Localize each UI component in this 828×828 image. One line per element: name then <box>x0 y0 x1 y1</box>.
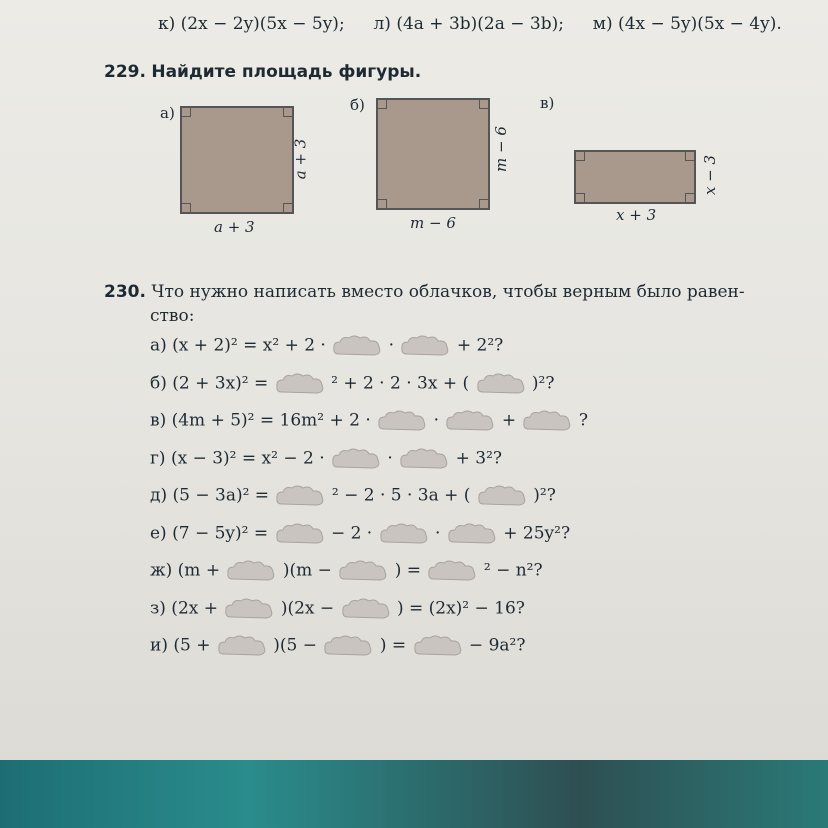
item-k: к) (2x − 2y)(5x − 5y); <box>158 14 345 34</box>
fig-b-letter: б) <box>350 96 365 114</box>
equation-part: ) = <box>379 635 407 656</box>
ex230-heading <box>104 282 745 302</box>
cloud-icon <box>399 334 451 358</box>
fig-a-side-label: a + 3 <box>291 138 310 180</box>
equation-part: )²? <box>533 485 556 506</box>
figure-a-square <box>180 106 294 214</box>
equation-row <box>150 484 556 508</box>
cloud-icon <box>223 597 275 621</box>
equation-row <box>150 334 503 358</box>
equation-part: − 2 · <box>330 523 373 543</box>
equation-part: )(m − <box>282 560 332 581</box>
cloud-icon <box>330 447 382 471</box>
equation-part: ) = <box>394 560 422 581</box>
cloud-icon <box>444 409 496 433</box>
cloud-icon <box>398 447 450 471</box>
cloud-icon <box>378 522 430 546</box>
cloud-icon <box>426 559 478 583</box>
equation-part: е) (7 − 5y)² = <box>150 523 269 543</box>
equation-part: − 9a²? <box>468 635 526 656</box>
background-cloth <box>0 760 828 828</box>
equation-part: )(2x − <box>280 598 335 618</box>
cloud-icon <box>274 522 326 546</box>
equation-part: а) (x + 2)² = x² + 2 · <box>150 335 326 356</box>
equation-part: з) (2x + <box>150 598 218 618</box>
figure-b-square <box>376 98 490 210</box>
equation-part: · <box>387 448 393 468</box>
equation-part: б) (2 + 3x)² = <box>150 373 269 393</box>
cloud-icon <box>331 334 383 358</box>
cloud-icon <box>274 484 326 508</box>
cloud-icon <box>476 484 528 508</box>
ex230-title-line1: Что нужно написать вместо облачков, чтобы верным было равен- <box>151 282 745 302</box>
cloud-icon <box>376 409 428 433</box>
equation-part: ж) (m + <box>150 560 221 581</box>
ex230-title-line2: ство: <box>150 306 195 326</box>
item-l: л) (4a + 3b)(2a − 3b); <box>373 14 564 34</box>
cloud-icon <box>340 597 392 621</box>
equation-part: в) (4m + 5)² = 16m² + 2 · <box>150 410 371 431</box>
ex230-number: 230. <box>104 282 146 302</box>
cloud-icon <box>274 372 326 396</box>
ex229-heading <box>104 62 421 82</box>
equation-row <box>150 522 570 546</box>
equation-part: · <box>433 410 440 431</box>
equation-part: + <box>501 410 517 431</box>
cloud-icon <box>521 409 573 433</box>
fig-b-side-label: m − 6 <box>491 126 510 172</box>
equation-part: + 2²? <box>456 335 504 356</box>
item-m: м) (4x − 5y)(5x − 4y). <box>592 14 782 34</box>
equation-row <box>150 372 554 396</box>
equation-row <box>150 634 525 658</box>
cloud-icon <box>475 372 527 396</box>
equation-part: ) = (2x)² − 16? <box>396 598 525 618</box>
ex229-title: Найдите площадь фигуры. <box>151 62 422 82</box>
cloud-icon <box>216 634 268 658</box>
fig-a-letter: а) <box>160 104 175 122</box>
equation-row <box>150 559 543 583</box>
cloud-icon <box>412 634 464 658</box>
cloud-icon <box>322 634 374 658</box>
top-line <box>158 14 782 34</box>
equation-part: + 25y²? <box>503 523 571 543</box>
ex229-number: 229. <box>104 62 146 82</box>
equation-row <box>150 409 588 433</box>
fig-a-bottom-label: a + 3 <box>214 218 255 236</box>
equation-row <box>150 447 502 471</box>
equation-part: )²? <box>531 373 555 393</box>
equation-row <box>150 597 525 621</box>
equation-part: ² + 2 · 2 · 3x + ( <box>331 373 470 393</box>
equation-part: и) (5 + <box>150 635 211 656</box>
equation-part: + 3²? <box>455 448 503 468</box>
equation-part: · <box>388 335 395 356</box>
cloud-icon <box>225 559 277 583</box>
fig-c-bottom-label: x + 3 <box>616 206 657 224</box>
equation-part: · <box>435 523 441 543</box>
equation-part: д) (5 − 3a)² = <box>150 485 270 506</box>
fig-c-side-label: x − 3 <box>701 154 720 196</box>
fig-c-letter: в) <box>540 94 555 112</box>
cloud-icon <box>446 522 498 546</box>
equation-part: ? <box>578 410 589 431</box>
equation-part: г) (x − 3)² = x² − 2 · <box>150 448 325 468</box>
figure-c-rectangle <box>574 150 696 204</box>
equation-part: ² − n²? <box>483 560 543 581</box>
equation-part: )(5 − <box>273 635 318 656</box>
equation-part: ² − 2 · 5 · 3a + ( <box>331 485 471 506</box>
fig-b-bottom-label: m − 6 <box>410 214 456 232</box>
cloud-icon <box>337 559 389 583</box>
